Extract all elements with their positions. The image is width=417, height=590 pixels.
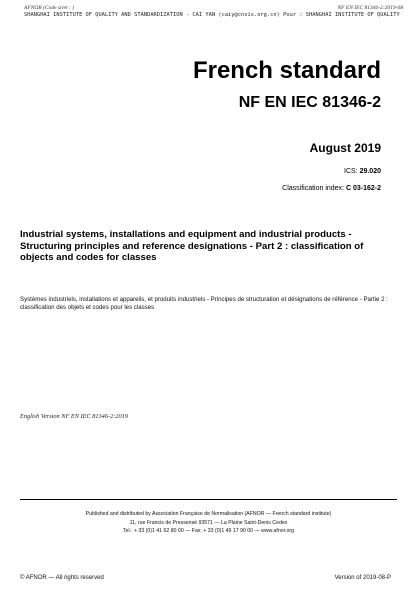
footer-divider <box>20 499 397 500</box>
english-version-note: English Version NF EN IEC 81346-2:2019 <box>20 413 128 420</box>
publisher-line-2: 11, rue Francis de Pressensé 93571 — La Plaine Saint-Denis Cedex <box>129 520 288 526</box>
publisher-line-1: Published and distributed by Association Française de Normalisation (AFNOR — French standard institute) <box>85 511 332 517</box>
publication-date: August 2019 <box>309 141 381 155</box>
ics-label: ICS: <box>344 168 358 175</box>
classification-line <box>282 184 381 193</box>
publisher-line-3: Tel.: + 33 (0)1 41 62 80 00 — Fax: + 33 (0)1 49 17 90 00 — www.afnor.org <box>123 528 294 534</box>
ics-value: 29.020 <box>359 168 381 175</box>
header-left-text: AFNOR (Code siret : ) <box>24 5 74 11</box>
license-watermark: SHANGHAI INSTITUTE OF QUALITY AND STANDARDIZATION - CAI YAN (caiy@cnsis.org.cn) Pour : SHANGHAI INSTITUTE OF QUALITY <box>24 12 400 18</box>
standard-reference: NF EN IEC 81346-2 <box>238 94 381 111</box>
header-document-id: NF EN IEC 81346-2:2019-08 <box>337 5 403 11</box>
english-title: Industrial systems, installations and equipment and industrial products - Structuring principles and reference designations - Part 2 : classification of objects and codes for classes <box>20 229 364 264</box>
document-version: Version of 2019-08-P <box>334 575 391 581</box>
french-title: Systèmes industriels, installations et appareils, et produits industriels - Principes de structuration et désignations de référence - Partie 2 : classification des objets et codes pour les classes <box>20 296 388 311</box>
ics-line <box>344 167 381 176</box>
classification-value: C 03-162-2 <box>345 185 381 192</box>
copyright-notice: © AFNOR — All rights reserved <box>20 575 104 581</box>
document-title: French standard <box>192 57 381 84</box>
classification-label: Classification index: <box>282 185 345 192</box>
